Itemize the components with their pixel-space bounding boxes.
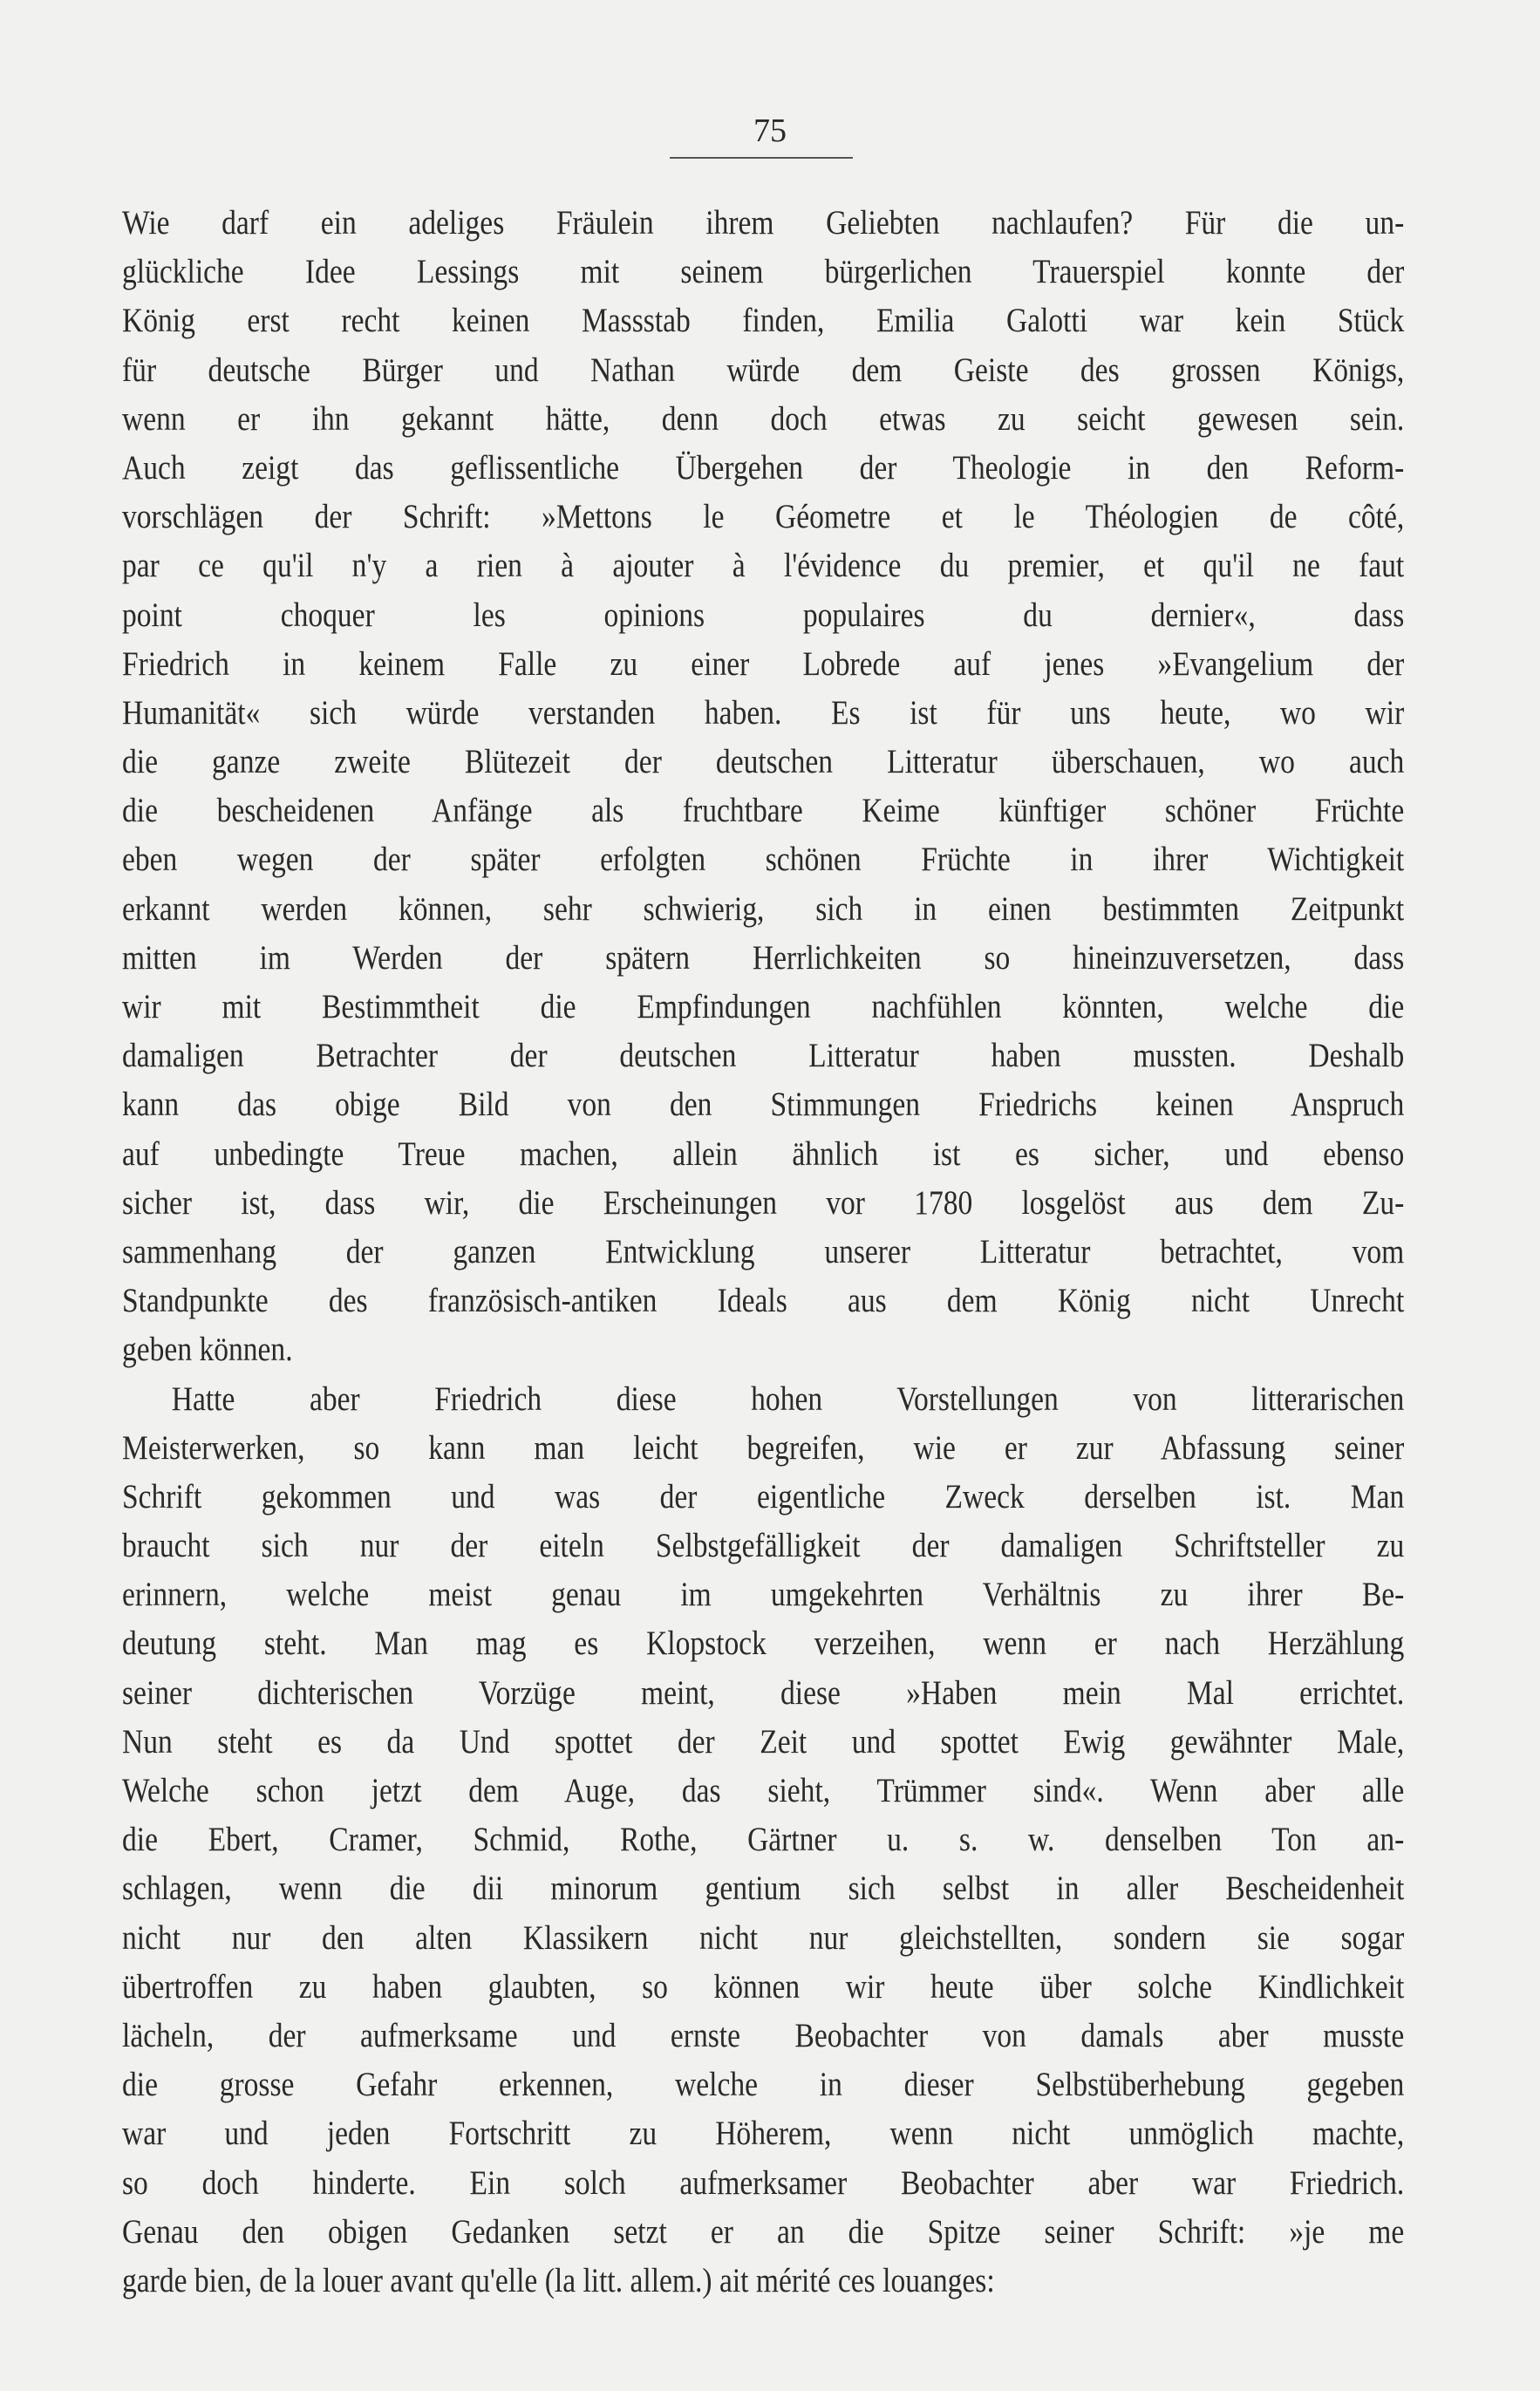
text-line: Wie darf ein adeliges Fräulein ihrem Geliebten nachlaufen? Für die un- (122, 204, 1405, 242)
text-line: die grosse Gefahr erkennen, welche in dieser Selbstüberhebung gegeben (122, 2066, 1405, 2104)
text-line: par ce qu'il n'y a rien à ajouter à l'évidence du premier, et qu'il ne faut (122, 547, 1405, 585)
text-line: garde bien, de la louer avant qu'elle (la litt. allem.) ait mérité ces louanges: (122, 2261, 995, 2299)
text-line: Genau den obigen Gedanken setzt er an die Spitze seiner Schrift: »je me (122, 2212, 1405, 2251)
text-line: kann das obige Bild von den Stimmungen Friedrichs keinen Anspruch (122, 1086, 1405, 1124)
text-line: lächeln, der aufmerksame und ernste Beobachter von damals aber musste (122, 2016, 1405, 2054)
text-line: seiner dichterischen Vorzüge meint, diese »Haben mein Mal errichtet. (122, 1673, 1405, 1712)
text-line: die bescheidenen Anfänge als fruchtbare Keime künftiger schöner Früchte (122, 792, 1405, 830)
text-line: sicher ist, dass wir, die Erscheinungen vor 1780 losgelöst aus dem Zu- (122, 1183, 1405, 1222)
text-line: erinnern, welche meist genau im umgekehrten Verhältnis zu ihrer Be- (122, 1576, 1405, 1614)
text-line: schlagen, wenn die dii minorum gentium sich selbst in aller Bescheidenheit (122, 1870, 1405, 1908)
text-line: deutung steht. Man mag es Klopstock verzeihen, wenn er nach Herzählung (122, 1625, 1405, 1663)
text-line: Standpunkte des französisch-antiken Ideals aus dem König nicht Unrecht (122, 1282, 1405, 1320)
text-line: eben wegen der später erfolgten schönen Früchte in ihrer Wichtigkeit (122, 841, 1405, 879)
text-line: König erst recht keinen Massstab finden, Emilia Galotti war kein Stück (122, 302, 1405, 340)
text-line: Friedrich in keinem Falle zu einer Lobrede auf jenes »Evangelium der (122, 644, 1405, 683)
text-line: auf unbedingte Treue machen, allein ähnlich ist es sicher, und ebenso (122, 1134, 1405, 1173)
text-line: die Ebert, Cramer, Schmid, Rothe, Gärtner u. s. w. denselben Ton an- (122, 1821, 1405, 1859)
text-line: mitten im Werden der spätern Herrlichkeiten so hineinzuversetzen, dass (122, 938, 1405, 977)
text-line: die ganze zweite Blütezeit der deutschen Litteratur überschauen, wo auch (122, 743, 1405, 781)
text-line: sammenhang der ganzen Entwicklung unserer Litteratur betrachtet, vom (122, 1232, 1405, 1270)
paragraph (122, 199, 1404, 1375)
text-line: erkannt werden können, sehr schwierig, sich in einen bestimmten Zeitpunkt (122, 889, 1405, 928)
text-line: vorschlägen der Schrift: »Mettons le Géometre et le Théologien de côté, (122, 498, 1405, 536)
text-line: war und jeden Fortschritt zu Höherem, wenn nicht unmöglich machte, (122, 2115, 1405, 2153)
text-line: damaligen Betrachter der deutschen Litteratur haben mussten. Deshalb (122, 1037, 1405, 1075)
text-line: wir mit Bestimmtheit die Empfindungen nachfühlen könnten, welche die (122, 988, 1405, 1025)
text-line: für deutsche Bürger und Nathan würde dem Geiste des grossen Königs, (122, 351, 1405, 389)
text-line: wenn er ihn gekannt hätte, denn doch etwas zu seicht gewesen sein. (122, 399, 1405, 438)
text-line: braucht sich nur der eiteln Selbstgefälligkeit der damaligen Schriftsteller zu (122, 1527, 1405, 1565)
body-text (122, 199, 1404, 2306)
text-line: so doch hinderte. Ein solch aufmerksamer Beobachter aber war Friedrich. (122, 2163, 1405, 2202)
text-line: Humanität« sich würde verstanden haben. Es ist für uns heute, wo wir (122, 693, 1405, 732)
page-number: 75 (753, 112, 787, 149)
text-line: geben können. (122, 1331, 293, 1369)
text-line: Schrift gekommen und was der eigentliche Zweck derselben ist. Man (122, 1477, 1405, 1516)
text-line: nicht nur den alten Klassikern nicht nur gleichstellten, sondern sie sogar (122, 1918, 1405, 1957)
header-rule (670, 157, 853, 159)
text-line: übertroffen zu haben glaubten, so können wir heute über solche Kindlichkeit (122, 1967, 1405, 2006)
text-line: glückliche Idee Lessings mit seinem bürgerlichen Trauerspiel konnte der (122, 253, 1405, 291)
text-line: Auch zeigt das geflissentliche Übergehen der Theologie in den Reform- (122, 448, 1405, 487)
text-line: Nun steht es da Und spottet der Zeit und spottet Ewig gewähnter Male, (122, 1722, 1405, 1761)
text-line: Welche schon jetzt dem Auge, das sieht, Trümmer sind«. Wenn aber alle (122, 1772, 1405, 1809)
text-line: Hatte aber Friedrich diese hohen Vorstellungen von litterarischen (171, 1379, 1405, 1418)
text-line: point choquer les opinions populaires du dernier«, dass (122, 596, 1405, 634)
text-line: Meisterwerken, so kann man leicht begreifen, wie er zur Abfassung seiner (122, 1428, 1405, 1467)
paragraph (122, 1375, 1404, 2306)
